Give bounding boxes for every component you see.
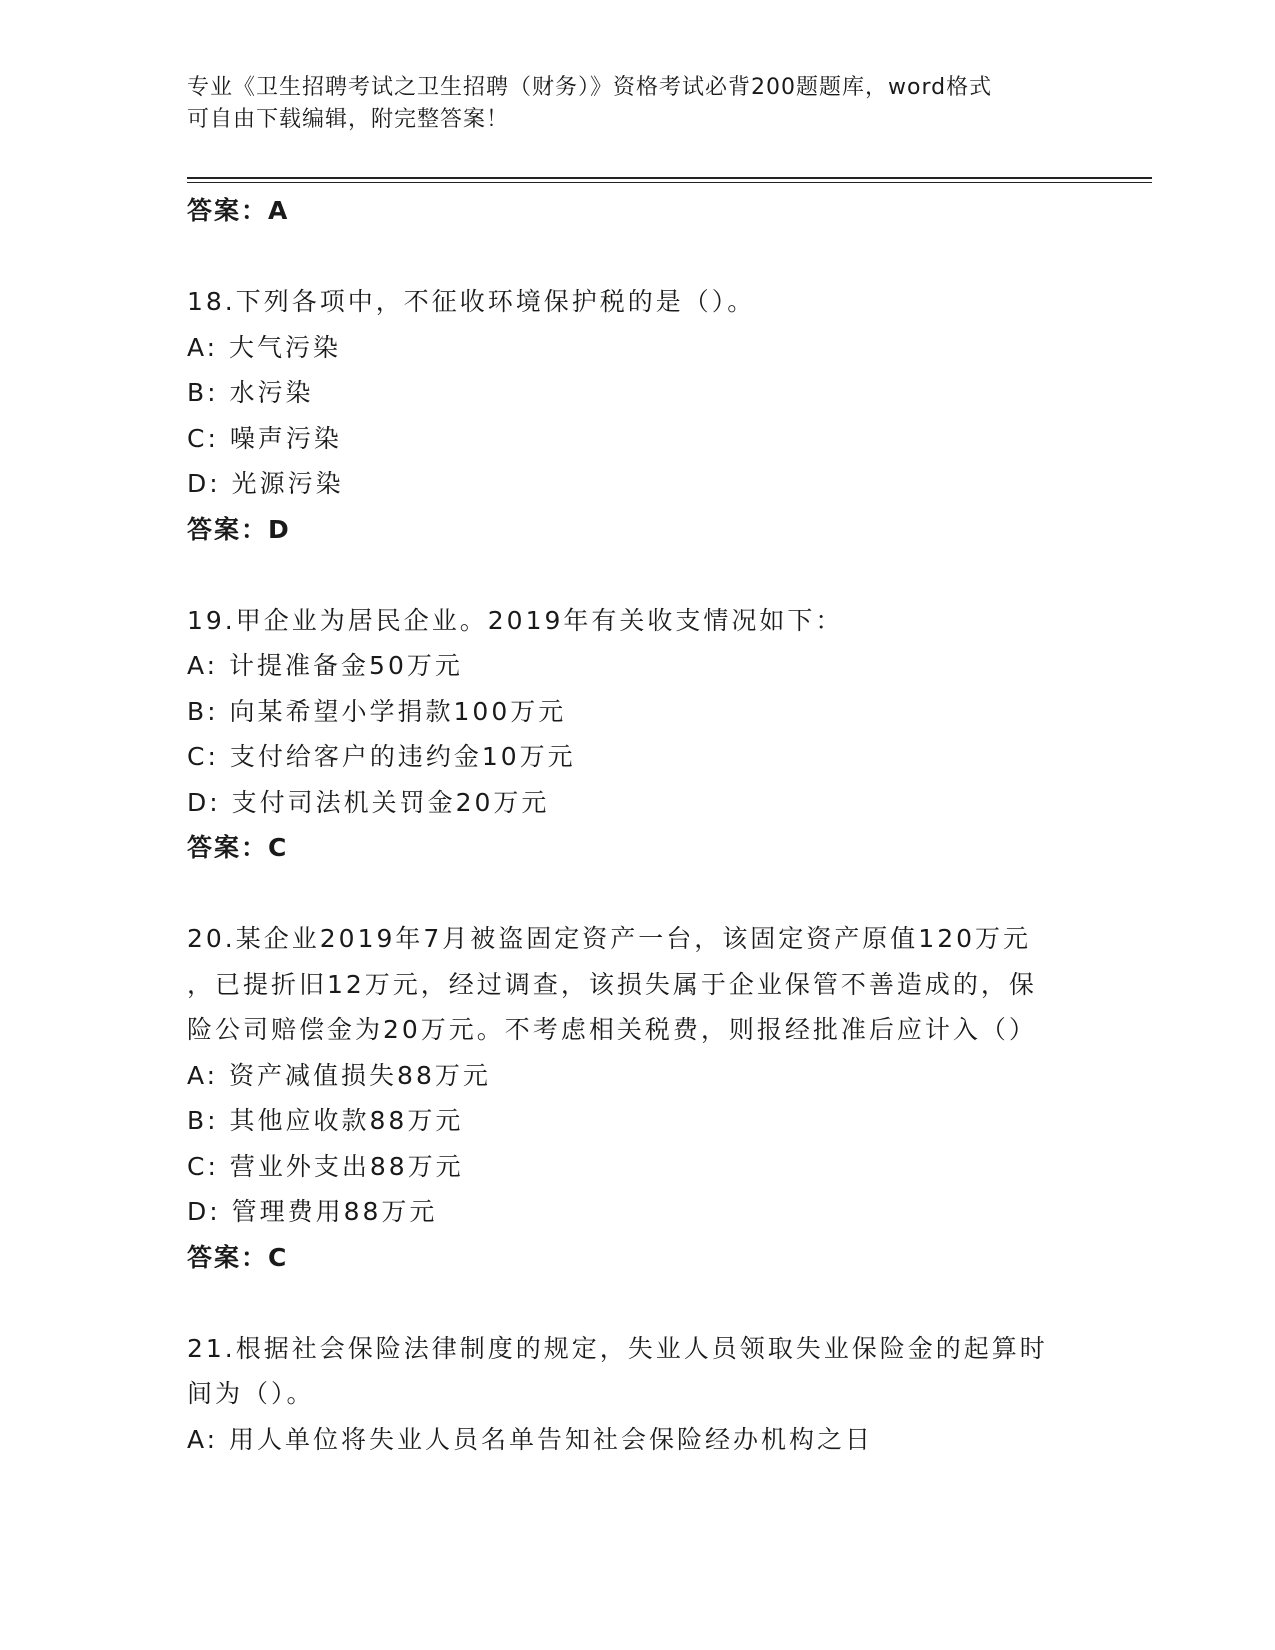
question-text-line-3: 险公司赔偿金为20万元。不考虑相关税费，则报经批准后应计入（） xyxy=(187,1015,1037,1044)
option-c: C: 噪声污染 xyxy=(187,423,342,453)
document-header xyxy=(187,72,1067,136)
option-d: D: 管理费用88万元 xyxy=(187,1197,438,1226)
header-rule-thin xyxy=(187,182,1152,183)
header-rule-thick xyxy=(187,177,1152,179)
document-body xyxy=(187,188,1087,1462)
previous-answer: 答案：A xyxy=(187,196,290,225)
option-d: D: 支付司法机关罚金20万元 xyxy=(187,787,550,817)
question-20 xyxy=(187,916,1087,1280)
option-a: A: 大气污染 xyxy=(187,332,342,362)
option-a: A: 计提准备金50万元 xyxy=(187,651,463,680)
question-text: 19.甲企业为居民企业。2019年有关收支情况如下： xyxy=(187,605,844,635)
spacer xyxy=(187,871,1087,917)
question-19 xyxy=(187,598,1087,871)
question-text-line-1: 21.根据社会保险法律制度的规定，失业人员领取失业保险金的起算时 xyxy=(187,1333,1048,1363)
option-b: B: 水污染 xyxy=(187,378,314,407)
spacer xyxy=(187,552,1087,598)
question-18 xyxy=(187,279,1087,552)
option-c: C: 支付给客户的违约金10万元 xyxy=(187,742,576,771)
answer: 答案：C xyxy=(187,1242,289,1272)
option-a: A: 资产减值损失88万元 xyxy=(187,1060,491,1090)
question-text-line-2: 间为（）。 xyxy=(187,1379,315,1408)
option-b: B: 其他应收款88万元 xyxy=(187,1106,464,1135)
option-b: B: 向某希望小学捐款100万元 xyxy=(187,696,567,726)
option-a: A: 用人单位将失业人员名单告知社会保险经办机构之日 xyxy=(187,1424,874,1454)
option-d: D: 光源污染 xyxy=(187,469,344,498)
header-line-2: 可自由下载编辑，附完整答案！ xyxy=(187,107,510,132)
question-text-line-2: ，已提折旧12万元，经过调查，该损失属于企业保管不善造成的，保 xyxy=(187,969,1037,999)
option-c: C: 营业外支出88万元 xyxy=(187,1151,464,1181)
header-line-1: 专业《卫生招聘考试之卫生招聘（财务）》资格考试必背200题题库，word格式 xyxy=(187,75,993,100)
answer: 答案：C xyxy=(187,833,289,862)
spacer xyxy=(187,1280,1087,1326)
spacer xyxy=(187,234,1087,280)
question-text-line-1: 20.某企业2019年7月被盗固定资产一台，该固定资产原值120万元 xyxy=(187,924,1032,953)
question-21 xyxy=(187,1326,1087,1463)
question-text: 18.下列各项中，不征收环境保护税的是（）。 xyxy=(187,287,756,316)
answer: 答案：D xyxy=(187,514,291,544)
